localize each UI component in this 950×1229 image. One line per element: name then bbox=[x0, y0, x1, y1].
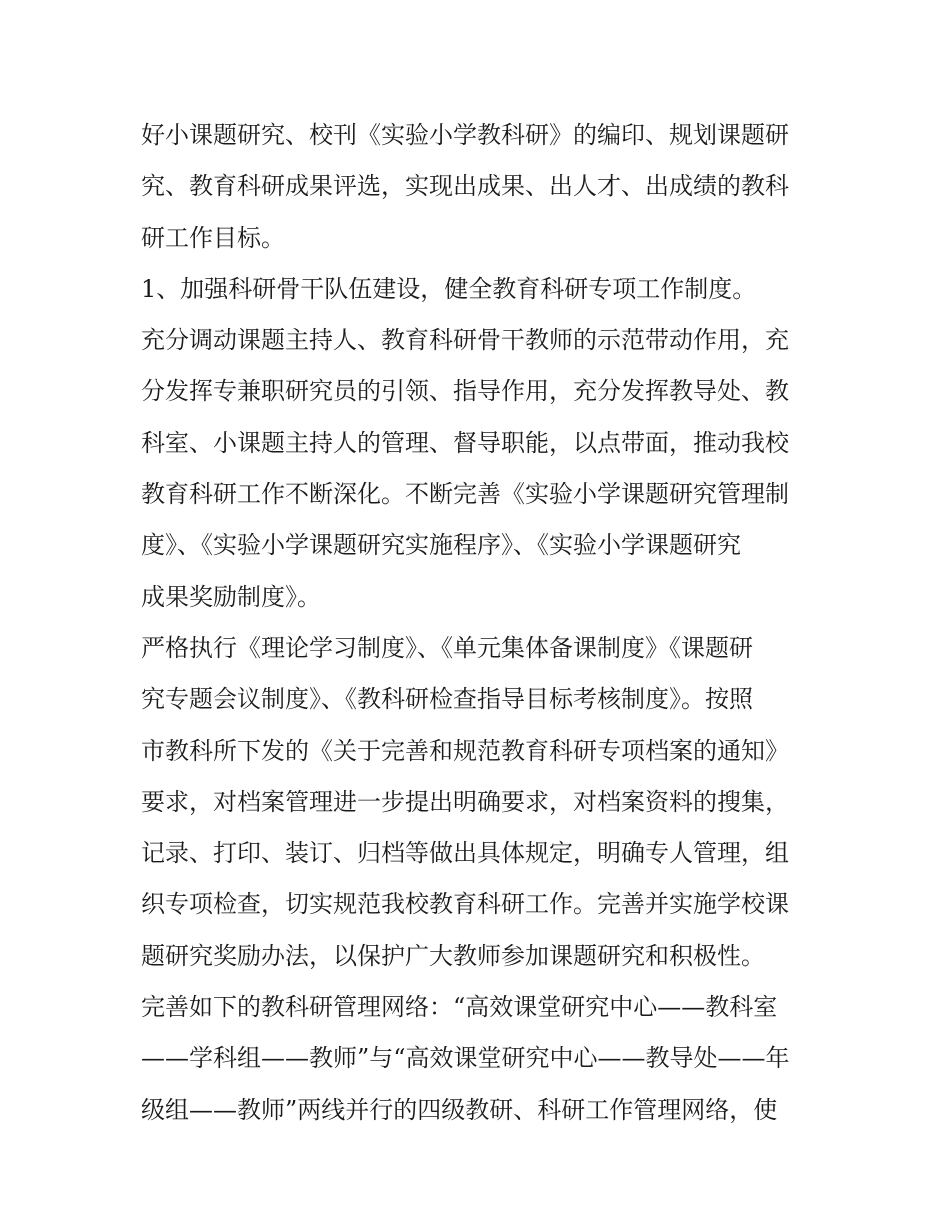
text-line: 织专项检查，切实规范我校教育科研工作。完善并实施学校课 bbox=[141, 890, 789, 919]
text-line: 研工作目标。 bbox=[141, 223, 285, 252]
text-line: 严格执行《理论学习制度》、《单元集体备课制度》《课题研 bbox=[141, 633, 753, 662]
text-line: 分发挥专兼职研究员的引领、指导作用，充分发挥教导处、教 bbox=[141, 377, 789, 406]
section-heading: 1、加强科研骨干队伍建设，健全教育科研专项工作制度。 bbox=[141, 274, 757, 303]
text-line: 记录、打印、装订、归档等做出具体规定，明确专人管理，组 bbox=[141, 839, 789, 868]
text-line: 题研究奖励办法，以保护广大教师参加课题研究和积极性。 bbox=[141, 941, 765, 970]
body-text bbox=[141, 110, 821, 1136]
text-line: 好小课题研究、校刊《实验小学教科研》的编印、规划课题研 bbox=[141, 121, 789, 149]
text-line: 成果奖励制度》。 bbox=[141, 582, 321, 611]
text-line: 市教科所下发的《关于完善和规范教育科研专项档案的通知》 bbox=[141, 736, 789, 765]
text-line: 要求，对档案管理进一步提出明确要求，对档案资料的搜集， bbox=[141, 787, 789, 816]
text-line: 度》、《实验小学课题研究实施程序》、《实验小学课题研究 bbox=[141, 531, 741, 560]
text-line: 充分调动课题主持人、教育科研骨干教师的示范带动作用，充 bbox=[141, 326, 789, 355]
text-line: 科室、小课题主持人的管理、督导职能，以点带面，推动我校 bbox=[141, 428, 789, 457]
text-line: 究、教育科研成果评选，实现出成果、出人才、出成绩的教科 bbox=[141, 172, 789, 201]
text-line: 教育科研工作不断深化。不断完善《实验小学课题研究管理制 bbox=[141, 480, 789, 509]
text-line: 级组——教师”两线并行的四级教研、科研工作管理网络，使 bbox=[141, 1095, 778, 1124]
text-line: 究专题会议制度》、《教科研检查指导目标考核制度》。按照 bbox=[141, 685, 753, 714]
text-line: 完善如下的教科研管理网络：“高效课堂研究中心——教科室 bbox=[141, 993, 778, 1022]
text-line: ——学科组——教师”与“高效课堂研究中心——教导处——年 bbox=[141, 1044, 790, 1073]
